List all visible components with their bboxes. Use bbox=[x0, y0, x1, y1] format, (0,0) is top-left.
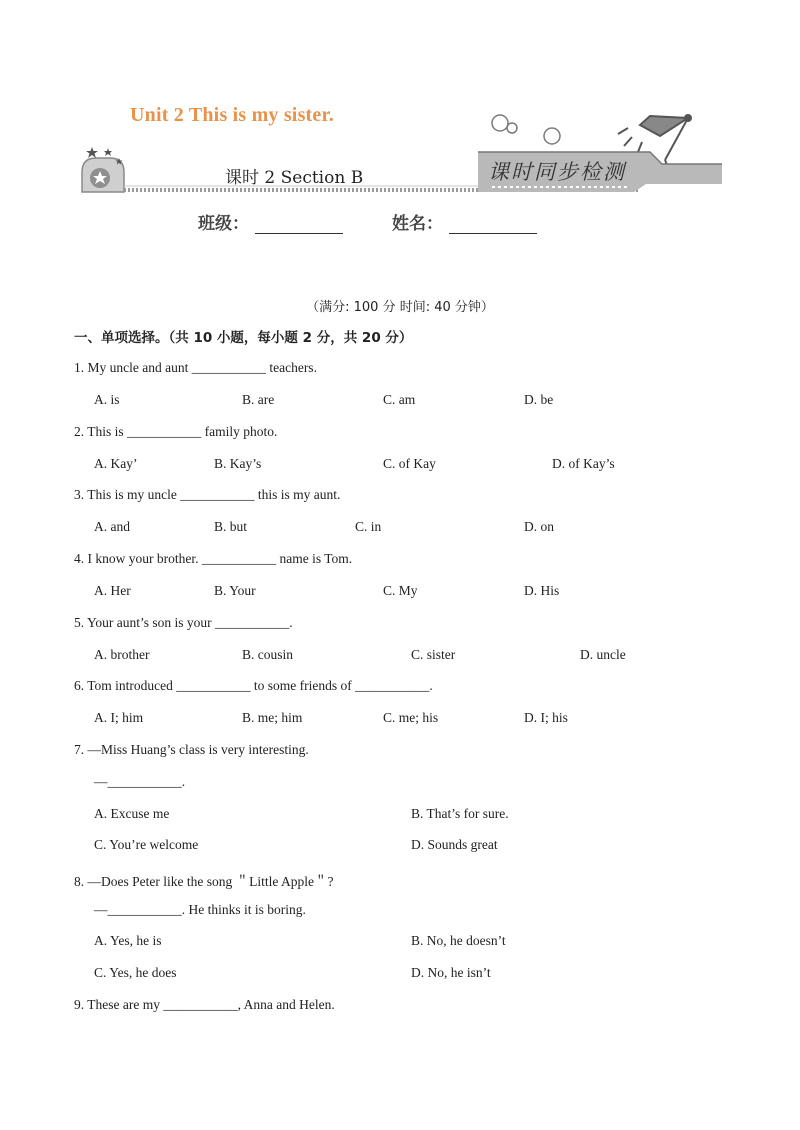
question-text: 9. These are my ___________, Anna and Helen. bbox=[74, 997, 335, 1012]
option-c[interactable]: C. am bbox=[383, 392, 416, 407]
name-blank[interactable] bbox=[449, 215, 537, 234]
option-d[interactable]: D. be bbox=[524, 392, 554, 407]
question-text: 7. —Miss Huang’s class is very interesting. bbox=[74, 742, 309, 757]
option-b[interactable]: B. Your bbox=[214, 583, 256, 598]
option-b[interactable]: B. but bbox=[214, 519, 248, 534]
option-b[interactable]: B. are bbox=[242, 392, 275, 407]
option-a[interactable]: A. Yes, he is bbox=[94, 933, 162, 948]
option-c[interactable]: C. You’re welcome bbox=[94, 837, 199, 852]
question-text: 2. This is ___________ family photo. bbox=[74, 424, 278, 439]
option-b[interactable]: B. Kay’s bbox=[214, 456, 262, 471]
option-c[interactable]: C. My bbox=[383, 583, 418, 598]
option-d[interactable]: D. of Kay’s bbox=[552, 456, 615, 471]
class-label: 班级： bbox=[198, 214, 249, 234]
option-b[interactable]: B. cousin bbox=[242, 647, 294, 662]
option-a[interactable]: A. Excuse me bbox=[94, 806, 170, 821]
option-c[interactable]: C. in bbox=[355, 519, 382, 534]
section-title: 课时 2 Section B bbox=[225, 168, 364, 188]
option-a[interactable]: A. and bbox=[94, 519, 130, 534]
class-field bbox=[198, 209, 343, 234]
option-c[interactable]: C. sister bbox=[411, 647, 456, 662]
option-a[interactable]: A. brother bbox=[94, 647, 150, 662]
option-a[interactable]: A. is bbox=[94, 392, 120, 407]
option-d[interactable]: D. His bbox=[524, 583, 560, 598]
question-text: 8. —Does Peter like the song ＂Little Apple＂? bbox=[74, 874, 334, 889]
section-heading: 一、单项选择。（共 10 小题，每小题 2 分，共 20 分） bbox=[74, 330, 413, 346]
question-reply: —___________. He thinks it is boring. bbox=[94, 902, 306, 917]
question-text: 5. Your aunt’s son is your ___________. bbox=[74, 615, 293, 630]
question-text: 4. I know your brother. ___________ name is Tom. bbox=[74, 551, 353, 566]
class-blank[interactable] bbox=[255, 215, 343, 234]
option-b[interactable]: B. No, he doesn’t bbox=[411, 933, 506, 948]
option-d[interactable]: D. uncle bbox=[580, 647, 626, 662]
option-b[interactable]: B. me; him bbox=[242, 710, 303, 725]
worksheet-header bbox=[0, 0, 800, 260]
unit-title: Unit 2 This is my sister. bbox=[130, 104, 334, 126]
question-reply: —___________. bbox=[94, 774, 186, 789]
option-c[interactable]: C. Yes, he does bbox=[94, 965, 177, 980]
question-text: 1. My uncle and aunt ___________ teachers. bbox=[74, 360, 317, 375]
exam-info: （满分: 100 分 时间: 40 分钟） bbox=[306, 300, 494, 315]
option-c[interactable]: C. of Kay bbox=[383, 456, 436, 471]
brand-banner-text: 课时同步检测 bbox=[488, 160, 626, 184]
option-b[interactable]: B. That’s for sure. bbox=[411, 806, 509, 821]
option-c[interactable]: C. me; his bbox=[383, 710, 439, 725]
question-text: 6. Tom introduced ___________ to some friends of ___________. bbox=[74, 678, 433, 693]
option-d[interactable]: D. I; his bbox=[524, 710, 568, 725]
question-text: 3. This is my uncle ___________ this is my aunt. bbox=[74, 487, 341, 502]
option-a[interactable]: A. Her bbox=[94, 583, 131, 598]
star-badge-icon bbox=[82, 147, 124, 192]
name-label: 姓名： bbox=[392, 214, 443, 234]
option-a[interactable]: A. Kay’ bbox=[94, 456, 138, 471]
bubbles-icon bbox=[492, 115, 560, 144]
option-d[interactable]: D. Sounds great bbox=[411, 837, 498, 852]
name-field bbox=[392, 209, 537, 234]
option-d[interactable]: D. on bbox=[524, 519, 554, 534]
option-a[interactable]: A. I; him bbox=[94, 710, 144, 725]
option-d[interactable]: D. No, he isn’t bbox=[411, 965, 491, 980]
